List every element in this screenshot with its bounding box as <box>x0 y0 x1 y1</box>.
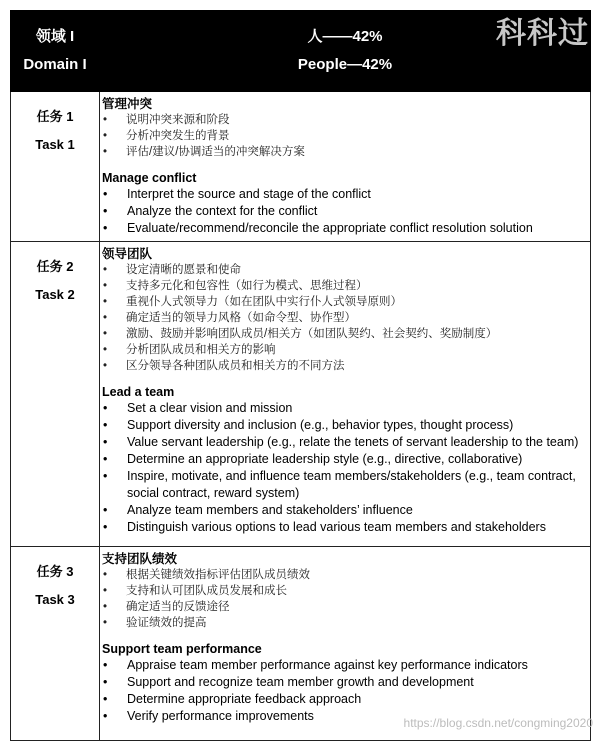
list-item: • 区分领导各种团队成员和相关方的不同方法 <box>102 358 586 374</box>
list-item: • 重视仆人式领导力（如在团队中实行仆人式领导原则） <box>102 294 586 310</box>
url-watermark: https://blog.csdn.net/congming2020 <box>403 716 593 730</box>
task-row <box>11 242 591 547</box>
domain-title-en: People—42% <box>297 56 393 73</box>
list-item: • 激励、鼓励并影响团队成员/相关方（如团队契约、社会契约、奖励制度） <box>102 326 586 342</box>
task-content-cell <box>100 547 591 741</box>
list-item: • 评估/建议/协调适当的冲突解决方案 <box>102 144 586 160</box>
list-item: • Support and recognize team member growth and development <box>102 674 586 691</box>
list-item: • Evaluate/recommend/reconcile the appropriate conflict resolution solution <box>102 220 586 237</box>
task-items-zh <box>102 567 586 631</box>
task-label-en: Task 2 <box>35 287 75 302</box>
task-items-zh <box>102 112 586 160</box>
task-title-en: Manage conflict <box>102 171 197 185</box>
list-item: • Set a clear vision and mission <box>102 400 586 417</box>
task-row <box>11 547 591 741</box>
task-label-zh: 任务 3 <box>36 564 74 579</box>
task-title-en: Lead a team <box>102 385 175 399</box>
list-item: • 确定适当的反馈途径 <box>102 599 586 615</box>
task-label-cell <box>11 92 100 242</box>
domain-title-zh: 人——42% <box>307 28 383 45</box>
list-item: • 说明冲突来源和阶段 <box>102 112 586 128</box>
list-item: • 支持多元化和包容性（如行为模式、思维过程） <box>102 278 586 294</box>
task-label-cell <box>11 547 100 741</box>
domain-label-cell <box>11 11 100 92</box>
task-items-zh <box>102 262 586 374</box>
list-item: • Analyze team members and stakeholders’ influence <box>102 502 586 519</box>
task-label-cell <box>11 242 100 547</box>
list-item: • Verify performance improvements <box>102 708 586 725</box>
list-item: • 确定适当的领导力风格（如命令型、协作型） <box>102 310 586 326</box>
task-content-cell <box>100 242 591 547</box>
list-item: • 支持和认可团队成员发展和成长 <box>102 583 586 599</box>
domain-label-zh: 领域 I <box>35 28 75 45</box>
list-item: • Interpret the source and stage of the conflict <box>102 186 586 203</box>
list-item: • Appraise team member performance against key performance indicators <box>102 657 586 674</box>
task-row <box>11 92 591 242</box>
task-title-zh: 管理冲突 <box>102 97 153 111</box>
list-item: • Distinguish various options to lead various team members and stakeholders <box>102 519 586 536</box>
task-items-en <box>102 400 586 536</box>
brand-watermark: 科科过 <box>496 17 589 50</box>
list-item: • Inspire, motivate, and influence team members/stakeholders (e.g., team contract, social contract, reward system) <box>102 468 586 502</box>
list-item: • 分析冲突发生的背景 <box>102 128 586 144</box>
list-item: • 设定清晰的愿景和使命 <box>102 262 586 278</box>
task-items-en <box>102 657 586 725</box>
list-item: • 根据关键绩效指标评估团队成员绩效 <box>102 567 586 583</box>
task-label-zh: 任务 1 <box>36 109 74 124</box>
task-title-en: Support team performance <box>102 642 262 656</box>
task-label-en: Task 1 <box>35 137 75 152</box>
list-item: • Determine an appropriate leadership style (e.g., directive, collaborative) <box>102 451 586 468</box>
task-label-en: Task 3 <box>35 592 75 607</box>
list-item: • 验证绩效的提高 <box>102 615 586 631</box>
task-title-zh: 领导团队 <box>102 247 153 261</box>
list-item: • Analyze the context for the conflict <box>102 203 586 220</box>
list-item: • Value servant leadership (e.g., relate the tenets of servant leadership to the team) <box>102 434 586 451</box>
task-title-zh: 支持团队绩效 <box>102 552 178 566</box>
domain-table <box>10 10 591 741</box>
list-item: • 分析团队成员和相关方的影响 <box>102 342 586 358</box>
syllabus-document <box>10 10 590 741</box>
list-item: • Determine appropriate feedback approach <box>102 691 586 708</box>
list-item: • Support diversity and inclusion (e.g., behavior types, thought process) <box>102 417 586 434</box>
task-content-cell <box>100 92 591 242</box>
domain-label-en: Domain I <box>23 56 87 73</box>
task-label-zh: 任务 2 <box>36 259 74 274</box>
task-items-en <box>102 186 586 237</box>
